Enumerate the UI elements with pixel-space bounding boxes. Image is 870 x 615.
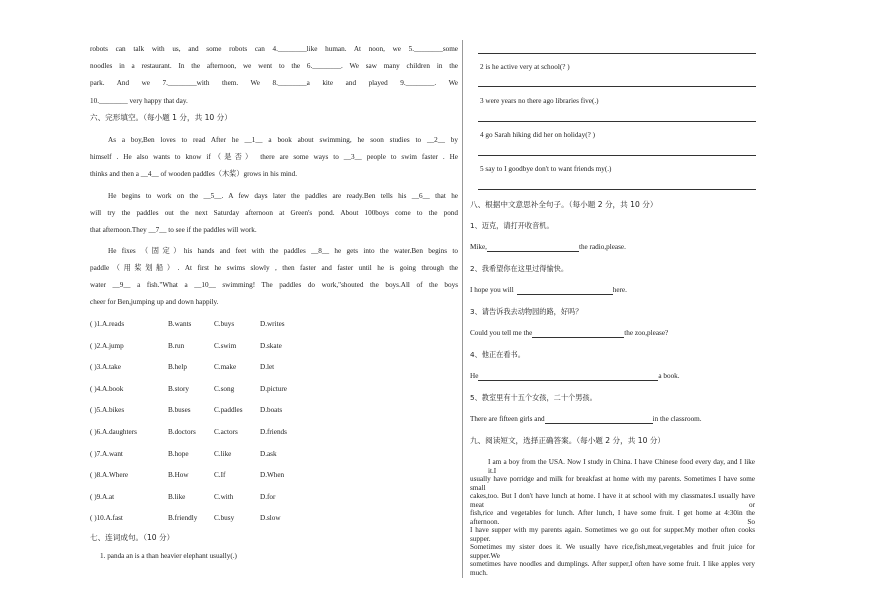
answer-line: [478, 53, 756, 54]
answer-blank[interactable]: [545, 415, 653, 424]
answer-blank[interactable]: [532, 329, 624, 338]
option-d: D.boats: [260, 406, 283, 415]
sentence-end: a book.: [658, 372, 680, 380]
fill-line-1: robots can talk with us, and some robots can 4.________like human. At noon, we 5.________some: [90, 45, 458, 53]
fill-line-2: noodles in a restaurant. In the afternoon, we went to the 6.________. We saw many children in the: [90, 62, 458, 70]
option-d: D.friends: [260, 428, 287, 436]
passage-line: cheer for Ben,jumping up and down happily.: [90, 298, 219, 306]
option-c: C.actors: [214, 428, 238, 436]
sentence-end: the radio,please.: [578, 243, 626, 251]
sentence-start: He: [470, 372, 479, 380]
option-c: C.paddles: [214, 406, 243, 415]
option-b: B.like: [168, 492, 186, 501]
translation-answer: [470, 329, 668, 338]
column-divider: [462, 40, 463, 578]
translation-answer: [470, 243, 626, 252]
reorder-question-4: 4 go Sarah hiking did her on holiday(? ): [480, 131, 595, 139]
question-option-a[interactable]: ( )3.A.take: [90, 363, 121, 372]
reading-line: cakes,too. But I don't have lunch at home. I have it at school with my classmates.I usually have meat or: [470, 492, 755, 509]
passage-line: will try the paddles out the next Saturday afternoon at Green's pond. About 100boys come to the pond: [90, 209, 458, 217]
section-7-title: 七、连词成句。（10 分）: [90, 533, 175, 542]
answer-blank[interactable]: [478, 372, 658, 381]
answer-line: [478, 155, 756, 156]
translation-prompt: 4、他正在看书。: [470, 350, 525, 359]
passage-line: that afternoon.They __7__ to see if the paddles will work.: [90, 226, 257, 234]
option-b: B.friendly: [168, 514, 198, 523]
sentence-end: the zoo,please?: [624, 329, 669, 337]
reading-line: I am a boy from the USA. Now I study in China. I have Chinese food every day, and I like it.I: [488, 458, 755, 475]
question-option-a[interactable]: ( )4.A.book: [90, 384, 124, 393]
option-b: B.How: [168, 471, 189, 480]
question-option-a[interactable]: ( )1.A.reads: [90, 320, 125, 328]
sentence-end: in the classroom.: [652, 415, 702, 423]
option-d: D.ask: [260, 449, 277, 458]
sentence-start: There are fifteen girls and: [470, 415, 545, 423]
answer-line: [478, 121, 756, 122]
sentence-start: Could you tell me the: [470, 329, 533, 337]
option-b: B.doctors: [168, 428, 196, 436]
translation-answer: [470, 415, 702, 424]
option-c: C.busy: [214, 514, 235, 523]
answer-blank[interactable]: [487, 243, 579, 252]
option-b: B.wants: [168, 320, 192, 328]
option-d: D.slow: [260, 514, 281, 523]
option-d: D.skate: [260, 341, 282, 350]
answer-blank[interactable]: [517, 286, 613, 295]
answer-line: [478, 86, 756, 87]
translation-prompt: 1、迈克，请打开收音机。: [470, 221, 554, 230]
option-b: B.story: [168, 384, 189, 393]
passage-line: As a boy,Ben loves to read After he __1__ a book about swimming, he soon studies to __2__ by: [108, 136, 458, 144]
question-option-a[interactable]: ( )7.A.want: [90, 449, 123, 458]
question-option-a[interactable]: ( )2.A.jump: [90, 341, 124, 350]
passage-line: He begins to work on the __5__. A few days later the paddles are ready.Ben tells his __6__ that he: [108, 192, 458, 200]
translation-prompt: 5、教室里有十五个女孩，二十个男孩。: [470, 393, 597, 402]
passage-line: water __9__ a fish."What a __10__ swimming! The paddles do work,"shouted the boys.All of the boys: [90, 281, 458, 289]
option-b: B.buses: [168, 406, 191, 415]
option-c: C.like: [214, 449, 232, 458]
section-8-title: 八、根据中文意思补全句子。（每小题 2 分，共 10 分）: [470, 200, 658, 209]
sentence-end: here.: [612, 286, 627, 294]
option-d: D.picture: [260, 384, 287, 393]
option-b: B.hope: [168, 449, 189, 458]
question-option-a[interactable]: ( )8.A.Where: [90, 471, 129, 480]
option-c: C.with: [214, 492, 234, 501]
option-c: C.swim: [214, 341, 237, 350]
reorder-question-3: 3 were years no there ago libraries five(.): [480, 97, 599, 105]
translation-prompt: 3、请告诉我去动物园的路，好吗？: [470, 307, 583, 316]
answer-line: [478, 189, 756, 190]
passage-line: himself . He also wants to know if（是否） there are some ways to __3__ people to swim faster . He: [90, 153, 458, 161]
translation-prompt: 2、我希望你在这里过得愉快。: [470, 264, 569, 273]
option-d: D.writes: [260, 320, 285, 328]
question-option-a[interactable]: ( )5.A.bikes: [90, 406, 125, 415]
section-9-title: 九、阅读短文，选择正确答案。（每小题 2 分，共 10 分）: [470, 436, 666, 445]
fill-line-4: 10.________ very happy that day.: [90, 97, 188, 105]
reorder-question-5: 5 say to I goodbye don't to want friends my(.): [480, 165, 612, 173]
reorder-question-2: 2 is he active very at school(? ): [480, 63, 570, 71]
fill-line-3: park. And we 7.________with them. We 8.________a kite and played 9.________. We: [90, 79, 458, 87]
option-c: C.buys: [214, 320, 235, 328]
option-c: C.song: [214, 384, 235, 393]
reading-line: fish,rice and vegetables for lunch. After lunch, I have some fruit. I get home at 4:30in the afternoon. So: [470, 509, 755, 526]
option-b: B.help: [168, 363, 187, 372]
question-option-a[interactable]: ( )9.A.at: [90, 492, 115, 501]
translation-answer: [470, 372, 680, 381]
question-option-a[interactable]: ( )10.A.fast: [90, 514, 123, 523]
option-d: D.for: [260, 492, 276, 501]
sentence-start: I hope you will: [470, 286, 514, 294]
option-d: D.let: [260, 363, 275, 372]
reorder-question-1: 1. panda an is a than heavier elephant usually(.): [100, 552, 237, 560]
passage-line: paddle（用桨划船）. At first he swims slowly , then faster and faster until he is going through the: [90, 264, 458, 272]
question-option-a[interactable]: ( )6.A.daughters: [90, 428, 137, 436]
option-d: D.When: [260, 471, 285, 480]
reading-line: usually have porridge and milk for breakfast at home with my parents. Sometimes I have some small: [470, 475, 755, 492]
passage-line: He fixes （固定）his hands and feet with the paddles __8__ he gets into the water.Ben begins to: [108, 247, 458, 255]
translation-answer: [470, 286, 627, 295]
option-c: C.If: [214, 471, 226, 480]
passage-line: thinks and then a __4__ of wooden paddles（木桨）grows in his mind.: [90, 170, 298, 178]
reading-line: I have supper with my parents again. Sometimes we go out for supper.My mother often cooks supper.: [470, 526, 755, 543]
reading-line: Sometimes my sister does it. We usually have rice,fish,meat,vegetables and fruit juice for supper.We: [470, 543, 755, 560]
sentence-start: Mike,: [470, 243, 487, 251]
section-6-title: 六、完形填空。（每小题 1 分，共 10 分）: [90, 113, 232, 122]
option-b: B.run: [168, 341, 185, 350]
reading-line: sometimes have noodles and dumplings. After supper,I often have some fruit. I like apples very much.: [470, 560, 755, 577]
option-c: C.make: [214, 363, 237, 372]
